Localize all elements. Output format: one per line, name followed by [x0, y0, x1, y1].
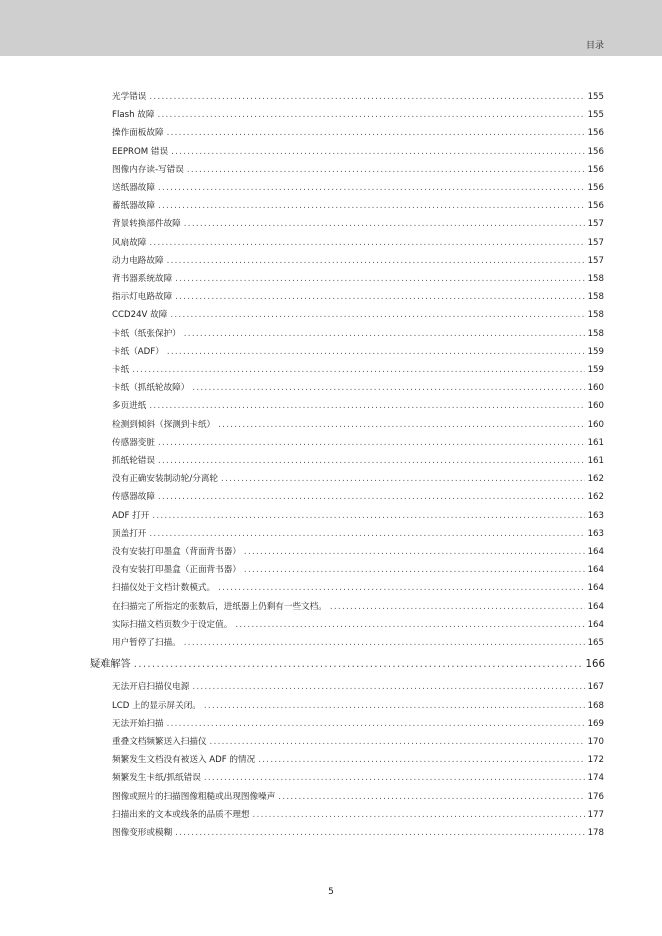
header-band [0, 0, 662, 56]
toc-entry-page: 164 [587, 601, 604, 612]
toc-entry-label: 在扫描完了所指定的张数后，进纸器上仍剩有一些文档。 [112, 601, 327, 612]
toc-entry[interactable] [112, 491, 604, 503]
dot-leader [170, 309, 584, 321]
toc-entry-page: 156 [587, 146, 604, 157]
dot-leader [152, 510, 584, 522]
toc-entry-page: 166 [585, 659, 605, 671]
toc-entry-page: 165 [587, 638, 604, 648]
toc-entry[interactable] [112, 200, 604, 212]
dot-leader [158, 200, 585, 212]
toc-entry[interactable] [112, 146, 604, 158]
toc-entry[interactable] [112, 772, 604, 784]
dot-leader [171, 146, 584, 158]
toc-entry[interactable] [112, 827, 604, 839]
toc-entry-page: 162 [587, 492, 604, 503]
toc-entry[interactable] [112, 791, 604, 803]
toc-entry[interactable] [112, 273, 604, 285]
toc-entry-label: 无法开启扫描仪电源 [112, 682, 190, 693]
toc-entry[interactable] [112, 346, 604, 358]
toc-entry-label: 传感器故障 [112, 492, 155, 503]
toc-entry[interactable] [112, 364, 604, 376]
toc-entry-label: 多页进纸 [112, 401, 147, 412]
toc-entry[interactable] [112, 528, 604, 540]
toc-entry-label: 图像变形或模糊 [112, 828, 173, 838]
toc-entry-page: 164 [587, 583, 604, 594]
dot-leader [134, 659, 583, 671]
toc-entry[interactable] [112, 382, 604, 394]
toc-entry-label: 背景转换部件故障 [112, 219, 181, 230]
toc-entry-label: 图像或照片的扫描图像粗糙或出现图像噪声 [112, 791, 276, 802]
toc-entry[interactable] [112, 455, 604, 467]
toc-entry-label: LCD 上的显示屏关闭。 [112, 700, 201, 711]
toc-entry-page: 157 [587, 255, 604, 266]
dot-leader [278, 791, 584, 803]
toc-entry[interactable] [112, 736, 604, 748]
toc-entry-page: 172 [587, 755, 604, 766]
toc-entry-page: 155 [587, 110, 604, 121]
toc-entry-label: Flash 故障 [112, 110, 155, 121]
toc-entry-label: 卡纸（抓纸轮故障） [112, 383, 190, 394]
dot-leader [184, 328, 585, 340]
toc-entry-page: 163 [587, 528, 604, 539]
toc-entry-label: 无法开始扫描 [112, 718, 164, 729]
toc-entry[interactable] [112, 237, 604, 249]
toc-entry[interactable] [112, 419, 604, 431]
toc-entry-label: 频繁发生文档没有被送入 ADF 的情况 [112, 755, 256, 766]
toc-entry-label: 顶盖打开 [112, 528, 147, 539]
page-number: 5 [328, 887, 334, 897]
dot-leader [158, 437, 585, 449]
toc-entry[interactable] [112, 601, 604, 613]
toc-entry-label: 背书器系统故障 [112, 274, 173, 284]
toc-entry-label: 实际扫描文档页数少于设定值。 [112, 619, 233, 630]
toc-entry-label: CCD24V 故障 [112, 310, 168, 321]
toc-entry-label: 操作面板故障 [112, 128, 164, 139]
toc-entry[interactable] [112, 218, 604, 230]
dot-leader [192, 681, 584, 693]
dot-leader [167, 346, 585, 358]
toc-entry-page: 162 [587, 474, 604, 485]
dot-leader [221, 473, 585, 485]
toc-entry-page: 158 [587, 274, 604, 284]
dot-leader [187, 164, 585, 176]
toc-entry-page: 164 [587, 547, 604, 557]
toc-entry-page: 156 [587, 128, 604, 139]
toc-entry-label: 没有正确安装制动轮/分离轮 [112, 474, 219, 485]
toc-entry-label: 传感器变脏 [112, 437, 155, 448]
toc-entry-page: 163 [587, 510, 604, 521]
toc-entry[interactable] [112, 309, 604, 321]
dot-leader [184, 637, 585, 649]
toc-entry-page: 157 [587, 237, 604, 248]
toc-entry[interactable] [112, 400, 604, 412]
toc-entry[interactable] [112, 754, 604, 766]
toc-entry-page: 174 [587, 773, 604, 784]
toc-entry-label: 用户暂停了扫描。 [112, 638, 181, 648]
toc-entry[interactable] [112, 619, 604, 631]
dot-leader [192, 382, 584, 394]
dot-leader [258, 754, 584, 766]
toc-entry[interactable] [112, 582, 604, 594]
toc-entry-page: 169 [587, 718, 604, 729]
toc-entry[interactable] [112, 182, 604, 194]
toc-entry-page: 160 [587, 419, 604, 430]
dot-leader [149, 237, 584, 249]
toc-entry-label: 检测到倾斜（探测到卡纸） [112, 419, 216, 430]
dot-leader [158, 455, 585, 467]
dot-leader [184, 218, 585, 230]
toc-entry-label: 卡纸（纸张保护） [112, 328, 181, 339]
toc-entry-page: 164 [587, 619, 604, 630]
toc-entry[interactable] [112, 510, 604, 522]
toc-entry-page: 177 [587, 809, 604, 820]
toc-entry-label: 没有安装打印墨盒（正面背书器） [112, 565, 241, 576]
toc-entry[interactable] [112, 328, 604, 340]
toc-entry-page: 156 [587, 183, 604, 193]
toc-entry[interactable] [112, 473, 604, 485]
toc-entry-label: 没有安装打印墨盒（背面背书器） [112, 547, 241, 557]
toc-entry[interactable] [112, 255, 604, 267]
toc-entry[interactable] [112, 437, 604, 449]
toc-entry[interactable] [112, 637, 604, 649]
toc-entry-label: 卡纸 [112, 365, 130, 375]
toc-entry[interactable] [112, 718, 604, 730]
toc-entry-label: 疑难解答 [90, 659, 131, 671]
toc-entry-page: 170 [587, 737, 604, 747]
toc-entry-page: 156 [587, 201, 604, 212]
toc-entry-page: 159 [587, 365, 604, 375]
dot-leader [244, 564, 585, 576]
dot-leader [167, 127, 585, 139]
toc-entry-page: 164 [587, 565, 604, 576]
toc-entry-page: 159 [587, 346, 604, 357]
dot-leader [218, 419, 584, 431]
toc-entry-label: 卡纸（ADF） [112, 346, 164, 357]
toc-entry-label: 光学错误 [112, 92, 147, 102]
dot-leader [175, 291, 584, 303]
toc-entry[interactable] [112, 291, 604, 303]
dot-leader [204, 700, 585, 712]
toc-entry[interactable] [112, 681, 604, 693]
dot-leader [149, 528, 584, 540]
toc-entry-page: 161 [587, 437, 604, 448]
toc-entry[interactable] [112, 700, 604, 712]
toc-entry[interactable] [112, 564, 604, 576]
toc-entry-label: ADF 打开 [112, 510, 150, 521]
dot-leader [218, 582, 584, 594]
toc-entry-page: 161 [587, 456, 604, 466]
toc-entry-label: 蓄纸器故障 [112, 201, 155, 212]
dot-leader [157, 109, 584, 121]
dot-leader [204, 772, 585, 784]
toc-entry[interactable] [112, 109, 604, 121]
toc-entry-page: 155 [587, 92, 604, 102]
dot-leader [158, 182, 585, 194]
header-title: 目录 [585, 41, 604, 51]
toc-entry-label: EEPROM 错误 [112, 146, 169, 157]
toc-entry-page: 156 [587, 164, 604, 175]
toc-chapter-entry[interactable] [90, 659, 605, 671]
dot-leader [167, 718, 585, 730]
toc-entry-label: 频繁发生卡纸/抓纸错误 [112, 773, 201, 784]
dot-leader [330, 601, 585, 613]
toc-entry-page: 158 [587, 292, 604, 303]
dot-leader [253, 809, 585, 821]
toc-entry-label: 动力电路故障 [112, 255, 164, 266]
toc-entry-label: 重叠文档频繁送入扫描仪 [112, 737, 207, 747]
toc-entry-page: 160 [587, 401, 604, 412]
dot-leader [132, 364, 584, 376]
toc-entry-page: 158 [587, 328, 604, 339]
dot-leader [149, 400, 584, 412]
toc-entry[interactable] [112, 546, 604, 558]
toc-entry[interactable] [112, 809, 604, 821]
toc-entry[interactable] [112, 91, 604, 103]
toc-entry-page: 157 [587, 219, 604, 230]
dot-leader [175, 827, 584, 839]
toc-entry-page: 167 [587, 682, 604, 693]
toc-entry-page: 176 [587, 791, 604, 802]
toc-entry-label: 扫描仪处于文档计数模式。 [112, 583, 216, 594]
toc-entry-label: 送纸器故障 [112, 183, 155, 193]
dot-leader [244, 546, 585, 558]
toc-entry-page: 168 [587, 700, 604, 711]
toc-entry-label: 扫描出来的文本或线条的品质不理想 [112, 809, 250, 820]
toc-entry[interactable] [112, 127, 604, 139]
dot-leader [235, 619, 584, 631]
toc-entry[interactable] [112, 164, 604, 176]
toc-entry-label: 指示灯电路故障 [112, 292, 173, 303]
dot-leader [210, 736, 585, 748]
dot-leader [158, 491, 585, 503]
dot-leader [167, 255, 585, 267]
dot-leader [175, 273, 584, 285]
toc-entry-label: 图像内存读-写错误 [112, 164, 184, 175]
toc-entry-page: 158 [587, 310, 604, 321]
toc-entry-page: 160 [587, 383, 604, 394]
toc-entry-page: 178 [587, 828, 604, 838]
dot-leader [149, 91, 584, 103]
toc-entry-label: 风扇故障 [112, 237, 147, 248]
toc-entry-label: 抓纸轮错误 [112, 456, 155, 466]
